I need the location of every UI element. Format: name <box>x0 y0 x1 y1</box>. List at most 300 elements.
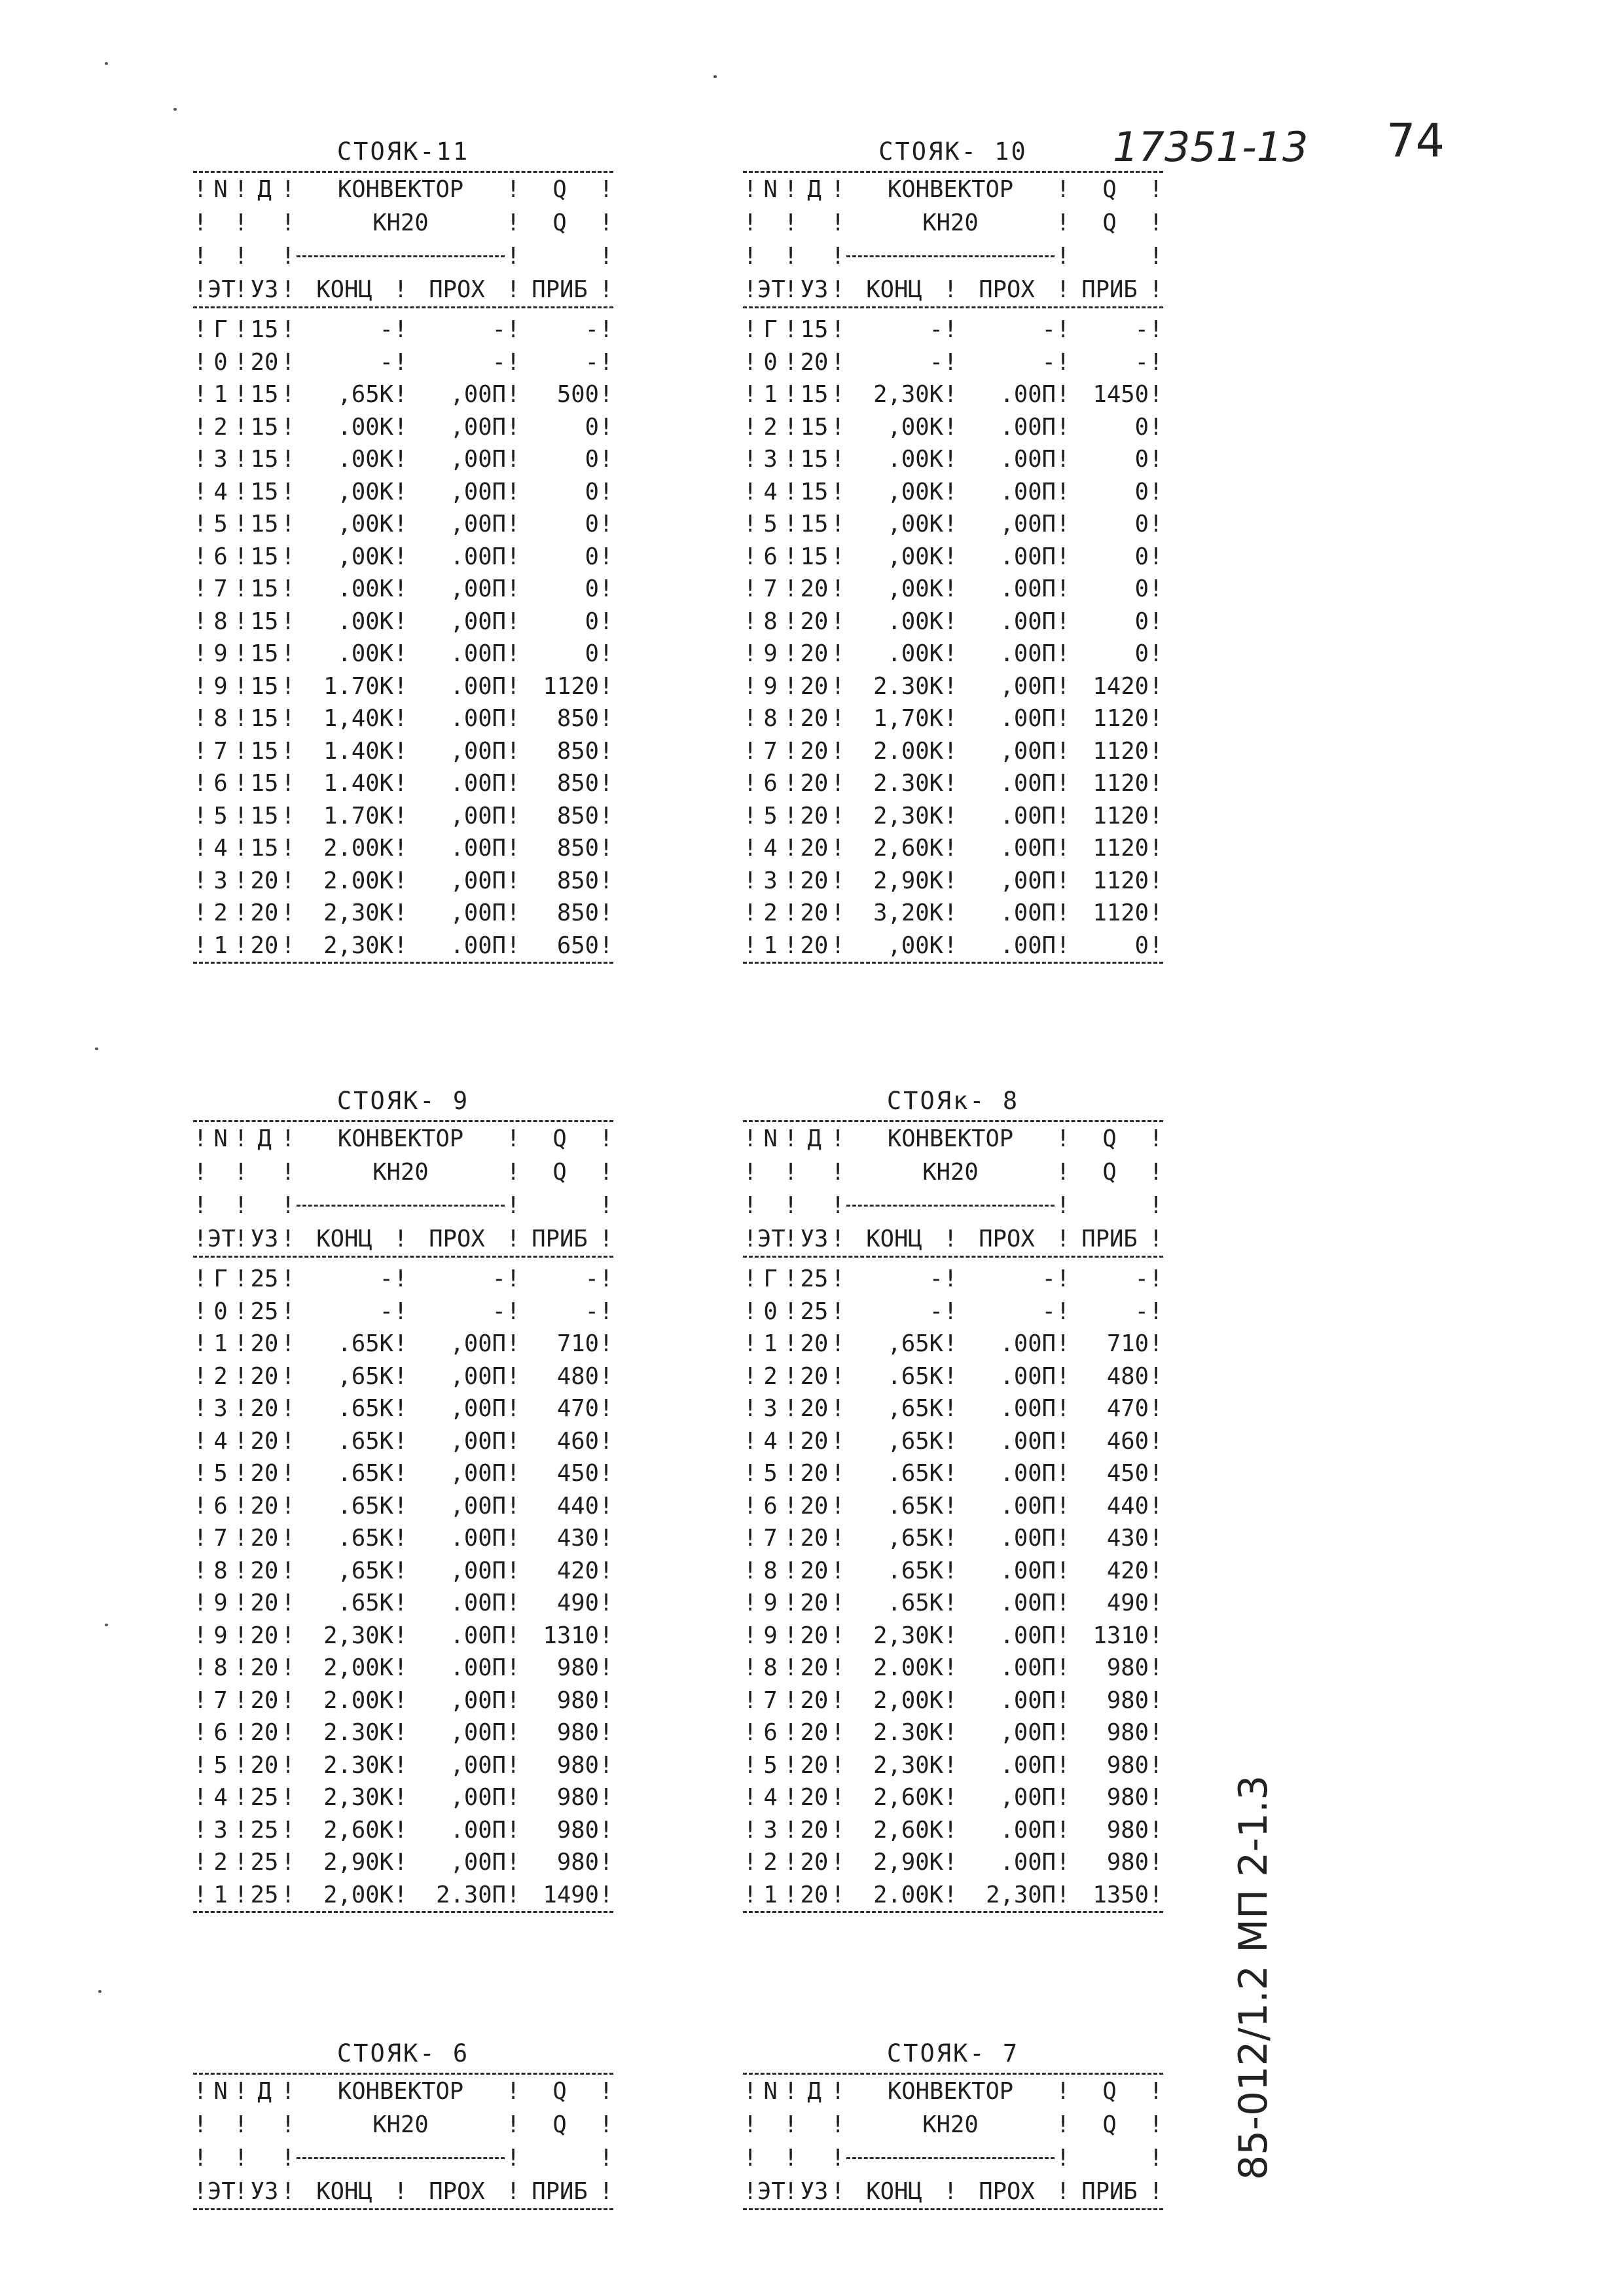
end-valve-cell: 2.00К <box>873 1881 943 1908</box>
column-separator: ! <box>743 1395 757 1423</box>
header-sub-rule <box>295 1189 506 1222</box>
floor-cell: 7 <box>763 1525 778 1552</box>
column-separator: ! <box>281 1784 295 1812</box>
pass-valve-cell: ,00П <box>450 381 506 409</box>
diameter-cell: 20 <box>250 867 279 894</box>
column-separator: ! <box>1056 381 1070 409</box>
end-valve-cell: 2,90К <box>323 1849 393 1876</box>
end-valve-cell: 2.00К <box>323 835 393 862</box>
heat-load-cell: 1120 <box>1092 705 1149 733</box>
pass-valve-cell: ,00П <box>450 1784 506 1812</box>
column-separator: ! <box>831 1159 845 1186</box>
floor-cell: Г <box>763 316 778 344</box>
dash-line <box>297 255 505 257</box>
column-separator: ! <box>193 1125 208 1152</box>
heat-load-cell: 1120 <box>1092 835 1149 862</box>
heat-load-cell: 420 <box>1106 1557 1149 1584</box>
column-separator: ! <box>943 932 958 959</box>
column-separator: ! <box>1056 1460 1070 1487</box>
table-row <box>193 1328 613 1360</box>
table-row <box>743 1328 1163 1360</box>
heat-load-cell: 1120 <box>1092 770 1149 797</box>
pass-valve-cell: ,00П <box>450 1330 506 1358</box>
column-separator: ! <box>831 276 845 303</box>
column-separator: ! <box>599 478 613 505</box>
scan-speck <box>105 1624 108 1626</box>
convector-label: КОНВЕКТОР <box>887 1125 1014 1152</box>
column-separator: ! <box>1149 209 1163 236</box>
column-separator: ! <box>234 1192 248 1219</box>
diameter-cell: 20 <box>250 1719 279 1747</box>
column-separator: ! <box>743 1330 757 1358</box>
table-row <box>743 1652 1163 1684</box>
column-separator: ! <box>193 900 208 927</box>
dash-line <box>846 255 1055 257</box>
heat-load-cell: 1120 <box>1092 867 1149 894</box>
column-separator: ! <box>599 316 613 344</box>
column-separator: ! <box>743 348 757 376</box>
header-sub-rule <box>845 240 1056 273</box>
pass-valve-cell: .00П <box>1000 1654 1056 1682</box>
column-separator: ! <box>193 802 208 829</box>
col-n-label: N <box>763 1125 778 1152</box>
column-separator: ! <box>1149 1159 1163 1186</box>
column-separator: ! <box>393 1557 408 1584</box>
header-row <box>743 206 1163 240</box>
pass-valve-cell: - <box>1041 316 1056 344</box>
column-separator: ! <box>193 243 208 270</box>
column-separator: ! <box>234 1427 248 1455</box>
spacer <box>520 2141 599 2175</box>
column-separator: ! <box>784 2078 798 2105</box>
heat-load-cell: 0 <box>1134 543 1149 570</box>
col-floor-label: ЭТ <box>757 1226 785 1252</box>
column-separator: ! <box>281 381 295 409</box>
column-separator: ! <box>506 1816 520 1844</box>
diameter-cell: 20 <box>250 1460 279 1487</box>
column-separator: ! <box>1149 737 1163 765</box>
column-separator: ! <box>281 276 295 303</box>
column-separator: ! <box>943 1395 958 1423</box>
column-separator: ! <box>393 1784 408 1812</box>
end-valve-cell: 2,60К <box>873 1816 943 1844</box>
column-separator: ! <box>1149 770 1163 797</box>
end-valve-cell: .65К <box>337 1590 393 1617</box>
column-separator: ! <box>234 413 248 441</box>
column-separator: ! <box>393 446 408 473</box>
column-separator: ! <box>784 1816 798 1844</box>
column-separator: ! <box>281 1881 295 1908</box>
column-separator: ! <box>831 640 845 668</box>
table-row <box>743 308 1163 346</box>
column-separator: ! <box>784 2145 798 2172</box>
column-separator: ! <box>599 348 613 376</box>
column-separator: ! <box>743 1265 757 1293</box>
column-separator: ! <box>193 543 208 570</box>
column-separator: ! <box>506 1525 520 1552</box>
col-n-label: N <box>213 176 228 203</box>
column-separator: ! <box>234 1125 248 1152</box>
column-separator: ! <box>1149 835 1163 862</box>
floor-cell: 3 <box>763 867 778 894</box>
floor-cell: 8 <box>763 705 778 733</box>
column-separator: ! <box>281 1557 295 1584</box>
column-separator: ! <box>743 608 757 635</box>
heat-load-cell: 650 <box>556 932 599 959</box>
column-separator: ! <box>1149 1849 1163 1876</box>
floor-cell: 7 <box>763 575 778 603</box>
column-separator: ! <box>831 446 845 473</box>
column-separator: ! <box>1149 900 1163 927</box>
side-stamp-code: 85-012/1.2 МП 2-1.3 <box>1231 1775 1276 2180</box>
table-row <box>193 1684 613 1717</box>
floor-cell: 9 <box>763 1622 778 1649</box>
pass-valve-cell: - <box>492 1298 506 1325</box>
pass-valve-cell: ,00П <box>1000 737 1056 765</box>
floor-cell: 9 <box>213 640 228 668</box>
pass-valve-cell: ,00П <box>450 737 506 765</box>
column-separator: ! <box>393 932 408 959</box>
spacer <box>248 240 281 273</box>
column-separator: ! <box>506 802 520 829</box>
table-row <box>743 638 1163 670</box>
column-separator: ! <box>234 2078 248 2105</box>
floor-cell: 5 <box>213 802 228 829</box>
column-separator: ! <box>281 1427 295 1455</box>
floor-cell: 1 <box>763 1330 778 1358</box>
column-separator: ! <box>831 1525 845 1552</box>
column-separator: ! <box>599 1226 613 1252</box>
column-separator: ! <box>743 1427 757 1455</box>
column-separator: ! <box>784 1686 798 1714</box>
col-n-label: N <box>213 2078 228 2105</box>
floor-cell: 4 <box>213 1784 228 1812</box>
column-separator: ! <box>234 1784 248 1812</box>
column-separator: ! <box>234 770 248 797</box>
heat-load-cell: 0 <box>1134 640 1149 668</box>
table-row <box>743 767 1163 800</box>
diameter-cell: 15 <box>250 413 279 441</box>
heat-load-cell: 0 <box>585 640 599 668</box>
column-separator: ! <box>743 1226 757 1252</box>
column-separator: ! <box>393 737 408 765</box>
column-separator: ! <box>831 1784 845 1812</box>
column-separator: ! <box>1056 835 1070 862</box>
header-row <box>743 1222 1163 1256</box>
floor-cell: 3 <box>213 867 228 894</box>
heat-load-cell: 980 <box>1106 1654 1149 1682</box>
pass-valve-cell: .00П <box>450 640 506 668</box>
pass-valve-cell: .00П <box>1000 1395 1056 1423</box>
column-separator: ! <box>1149 2178 1163 2205</box>
column-separator: ! <box>943 2178 958 2205</box>
column-separator: ! <box>234 1881 248 1908</box>
pass-valve-cell: .00П <box>450 932 506 959</box>
column-separator: ! <box>831 835 845 862</box>
column-separator: ! <box>234 243 248 270</box>
column-separator: ! <box>831 2078 845 2105</box>
column-separator: ! <box>1149 1590 1163 1617</box>
column-separator: ! <box>234 1849 248 1876</box>
column-separator: ! <box>599 1525 613 1552</box>
column-separator: ! <box>1056 1719 1070 1747</box>
table-row <box>743 1717 1163 1749</box>
column-separator: ! <box>743 543 757 570</box>
heat-load-cell: 430 <box>1106 1525 1149 1552</box>
floor-cell: 1 <box>213 932 228 959</box>
column-separator: ! <box>281 1492 295 1520</box>
column-separator: ! <box>506 1590 520 1617</box>
column-separator: ! <box>943 316 958 344</box>
column-separator: ! <box>831 1751 845 1779</box>
column-separator: ! <box>1056 1525 1070 1552</box>
column-separator: ! <box>784 640 798 668</box>
table-row <box>193 897 613 930</box>
pass-valve-cell: ,00П <box>450 802 506 829</box>
col-n-label: N <box>763 176 778 203</box>
column-separator: ! <box>506 413 520 441</box>
convector-label: КОНВЕКТОР <box>887 2078 1014 2105</box>
column-separator: ! <box>234 1816 248 1844</box>
heat-load-cell: 710 <box>556 1330 599 1358</box>
column-separator: ! <box>506 381 520 409</box>
column-separator: ! <box>599 1784 613 1812</box>
column-separator: ! <box>1056 932 1070 959</box>
table-row <box>193 476 613 509</box>
floor-cell: 8 <box>213 608 228 635</box>
column-separator: ! <box>393 672 408 700</box>
column-separator: ! <box>1056 316 1070 344</box>
column-separator: ! <box>784 705 798 733</box>
riser-block <box>193 1087 613 1913</box>
end-valve-cell: - <box>379 1265 393 1293</box>
end-valve-cell: .65К <box>337 1330 393 1358</box>
column-separator: ! <box>234 543 248 570</box>
table-row <box>743 1587 1163 1620</box>
column-separator: ! <box>831 2178 845 2205</box>
pass-valve-cell: .00П <box>1000 1330 1056 1358</box>
column-separator: ! <box>1149 1330 1163 1358</box>
heat-load-cell: 1120 <box>1092 737 1149 765</box>
header-row <box>743 2108 1163 2141</box>
column-separator: ! <box>281 2111 295 2138</box>
column-separator: ! <box>393 413 408 441</box>
heat-load-cell: 0 <box>585 413 599 441</box>
pass-valve-cell: ,00П <box>1000 1784 1056 1812</box>
spacer <box>757 1156 784 1189</box>
column-separator: ! <box>234 1590 248 1617</box>
column-separator: ! <box>393 1849 408 1876</box>
pass-valve-cell: - <box>492 348 506 376</box>
table-row <box>193 541 613 574</box>
floor-cell: 7 <box>213 1686 228 1714</box>
column-separator: ! <box>1149 243 1163 270</box>
pass-valve-cell: ,00П <box>450 1362 506 1390</box>
end-valve-cell: 2.00К <box>873 1654 943 1682</box>
column-separator: ! <box>743 575 757 603</box>
column-separator: ! <box>193 348 208 376</box>
column-separator: ! <box>784 1427 798 1455</box>
pass-valve-cell: .00П <box>1000 1427 1056 1455</box>
spacer <box>798 240 831 273</box>
floor-cell: 4 <box>213 1427 228 1455</box>
column-separator: ! <box>599 1686 613 1714</box>
diameter-cell: 15 <box>250 737 279 765</box>
pass-valve-cell: .00П <box>450 1622 506 1649</box>
column-separator: ! <box>599 511 613 538</box>
column-separator: ! <box>193 1686 208 1714</box>
floor-cell: 7 <box>213 737 228 765</box>
col-q-label: Q <box>1102 2078 1117 2105</box>
column-separator: ! <box>1149 1395 1163 1423</box>
heat-load-cell: 980 <box>1106 1784 1149 1812</box>
column-separator: ! <box>743 316 757 344</box>
diameter-cell: 15 <box>250 802 279 829</box>
column-separator: ! <box>234 1719 248 1747</box>
end-valve-cell: .65К <box>887 1590 943 1617</box>
end-valve-cell: .00К <box>337 413 393 441</box>
column-separator: ! <box>1056 511 1070 538</box>
column-separator: ! <box>234 1298 248 1325</box>
col-end-label: КОНЦ <box>866 1226 922 1252</box>
column-separator: ! <box>943 672 958 700</box>
column-separator: ! <box>393 802 408 829</box>
column-separator: ! <box>943 381 958 409</box>
diameter-cell: 20 <box>800 1362 829 1390</box>
diameter-cell: 20 <box>800 1751 829 1779</box>
column-separator: ! <box>393 1362 408 1390</box>
column-separator: ! <box>393 770 408 797</box>
column-separator: ! <box>281 348 295 376</box>
column-separator: ! <box>943 478 958 505</box>
heat-load-cell: 1350 <box>1092 1881 1149 1908</box>
pass-valve-cell: .00П <box>1000 802 1056 829</box>
heat-load-cell: 0 <box>585 543 599 570</box>
column-separator: ! <box>1149 1816 1163 1844</box>
column-separator: ! <box>234 867 248 894</box>
column-separator: ! <box>193 737 208 765</box>
table-row <box>193 1781 613 1814</box>
end-valve-cell: .00К <box>337 446 393 473</box>
col-end-label: КОНЦ <box>316 276 372 303</box>
column-separator: ! <box>193 1492 208 1520</box>
column-separator: ! <box>281 608 295 635</box>
column-separator: ! <box>193 2178 208 2205</box>
table-row <box>193 606 613 638</box>
pass-valve-cell: .00П <box>450 705 506 733</box>
end-valve-cell: 2,90К <box>873 867 943 894</box>
pass-valve-cell: .00П <box>1000 413 1056 441</box>
column-separator: ! <box>1056 1125 1070 1152</box>
header-row <box>743 273 1163 306</box>
column-separator: ! <box>784 1784 798 1812</box>
diameter-cell: 20 <box>800 1525 829 1552</box>
column-separator: ! <box>943 1265 958 1293</box>
diameter-cell: 20 <box>800 1330 829 1358</box>
column-separator: ! <box>831 802 845 829</box>
end-valve-cell: 2,30К <box>873 1751 943 1779</box>
column-separator: ! <box>831 348 845 376</box>
column-separator: ! <box>599 1622 613 1649</box>
column-separator: ! <box>281 1192 295 1219</box>
end-valve-cell: .65К <box>887 1557 943 1584</box>
body-bottom-rule <box>743 962 1163 964</box>
column-separator: ! <box>281 1265 295 1293</box>
column-separator: ! <box>943 1362 958 1390</box>
pass-valve-cell: ,00П <box>450 575 506 603</box>
spacer <box>208 240 234 273</box>
column-separator: ! <box>599 446 613 473</box>
column-separator: ! <box>831 511 845 538</box>
pass-valve-cell: .00П <box>1000 1816 1056 1844</box>
dash-line <box>297 2157 505 2159</box>
column-separator: ! <box>599 1719 613 1747</box>
column-separator: ! <box>393 1816 408 1844</box>
spacer <box>520 240 599 273</box>
spacer <box>757 1189 784 1222</box>
column-separator: ! <box>599 867 613 894</box>
column-separator: ! <box>234 276 248 303</box>
diameter-cell: 15 <box>800 316 829 344</box>
pass-valve-cell: - <box>1041 348 1056 376</box>
header-row <box>193 206 613 240</box>
column-separator: ! <box>831 900 845 927</box>
column-separator: ! <box>193 316 208 344</box>
column-separator: ! <box>743 1159 757 1186</box>
heat-load-cell: 980 <box>1106 1686 1149 1714</box>
column-separator: ! <box>943 1460 958 1487</box>
heat-load-cell: 440 <box>556 1492 599 1520</box>
diameter-cell: 15 <box>250 316 279 344</box>
column-separator: ! <box>943 1751 958 1779</box>
heat-load-cell: 490 <box>1106 1590 1149 1617</box>
column-separator: ! <box>193 672 208 700</box>
column-separator: ! <box>281 1751 295 1779</box>
column-separator: ! <box>393 1654 408 1682</box>
column-separator: ! <box>281 446 295 473</box>
diameter-cell: 20 <box>250 1330 279 1358</box>
header-row <box>193 2141 613 2175</box>
diameter-cell: 20 <box>800 1622 829 1649</box>
column-separator: ! <box>506 1192 520 1219</box>
dash-line <box>297 1205 505 1207</box>
column-separator: ! <box>1056 276 1070 303</box>
pass-valve-cell: .00П <box>1000 1686 1056 1714</box>
column-separator: ! <box>743 1881 757 1908</box>
column-separator: ! <box>506 1395 520 1423</box>
end-valve-cell: ,00К <box>887 413 943 441</box>
end-valve-cell: .00К <box>887 446 943 473</box>
header-row <box>193 240 613 273</box>
col-floor-label: ЭТ <box>757 276 785 303</box>
column-separator: ! <box>599 176 613 203</box>
heat-load-cell: 980 <box>1106 1816 1149 1844</box>
riser-title: СТОЯк- 8 <box>886 1087 1020 1115</box>
column-separator: ! <box>506 478 520 505</box>
column-separator: ! <box>281 2145 295 2172</box>
floor-cell: 9 <box>763 1590 778 1617</box>
column-separator: ! <box>281 1622 295 1649</box>
end-valve-cell: - <box>379 1298 393 1325</box>
column-separator: ! <box>831 608 845 635</box>
column-separator: ! <box>784 867 798 894</box>
table-row <box>193 930 613 962</box>
column-separator: ! <box>1056 1849 1070 1876</box>
end-valve-cell: 1.40К <box>323 737 393 765</box>
column-separator: ! <box>1056 1590 1070 1617</box>
column-separator: ! <box>1149 1719 1163 1747</box>
end-valve-cell: .00К <box>337 608 393 635</box>
